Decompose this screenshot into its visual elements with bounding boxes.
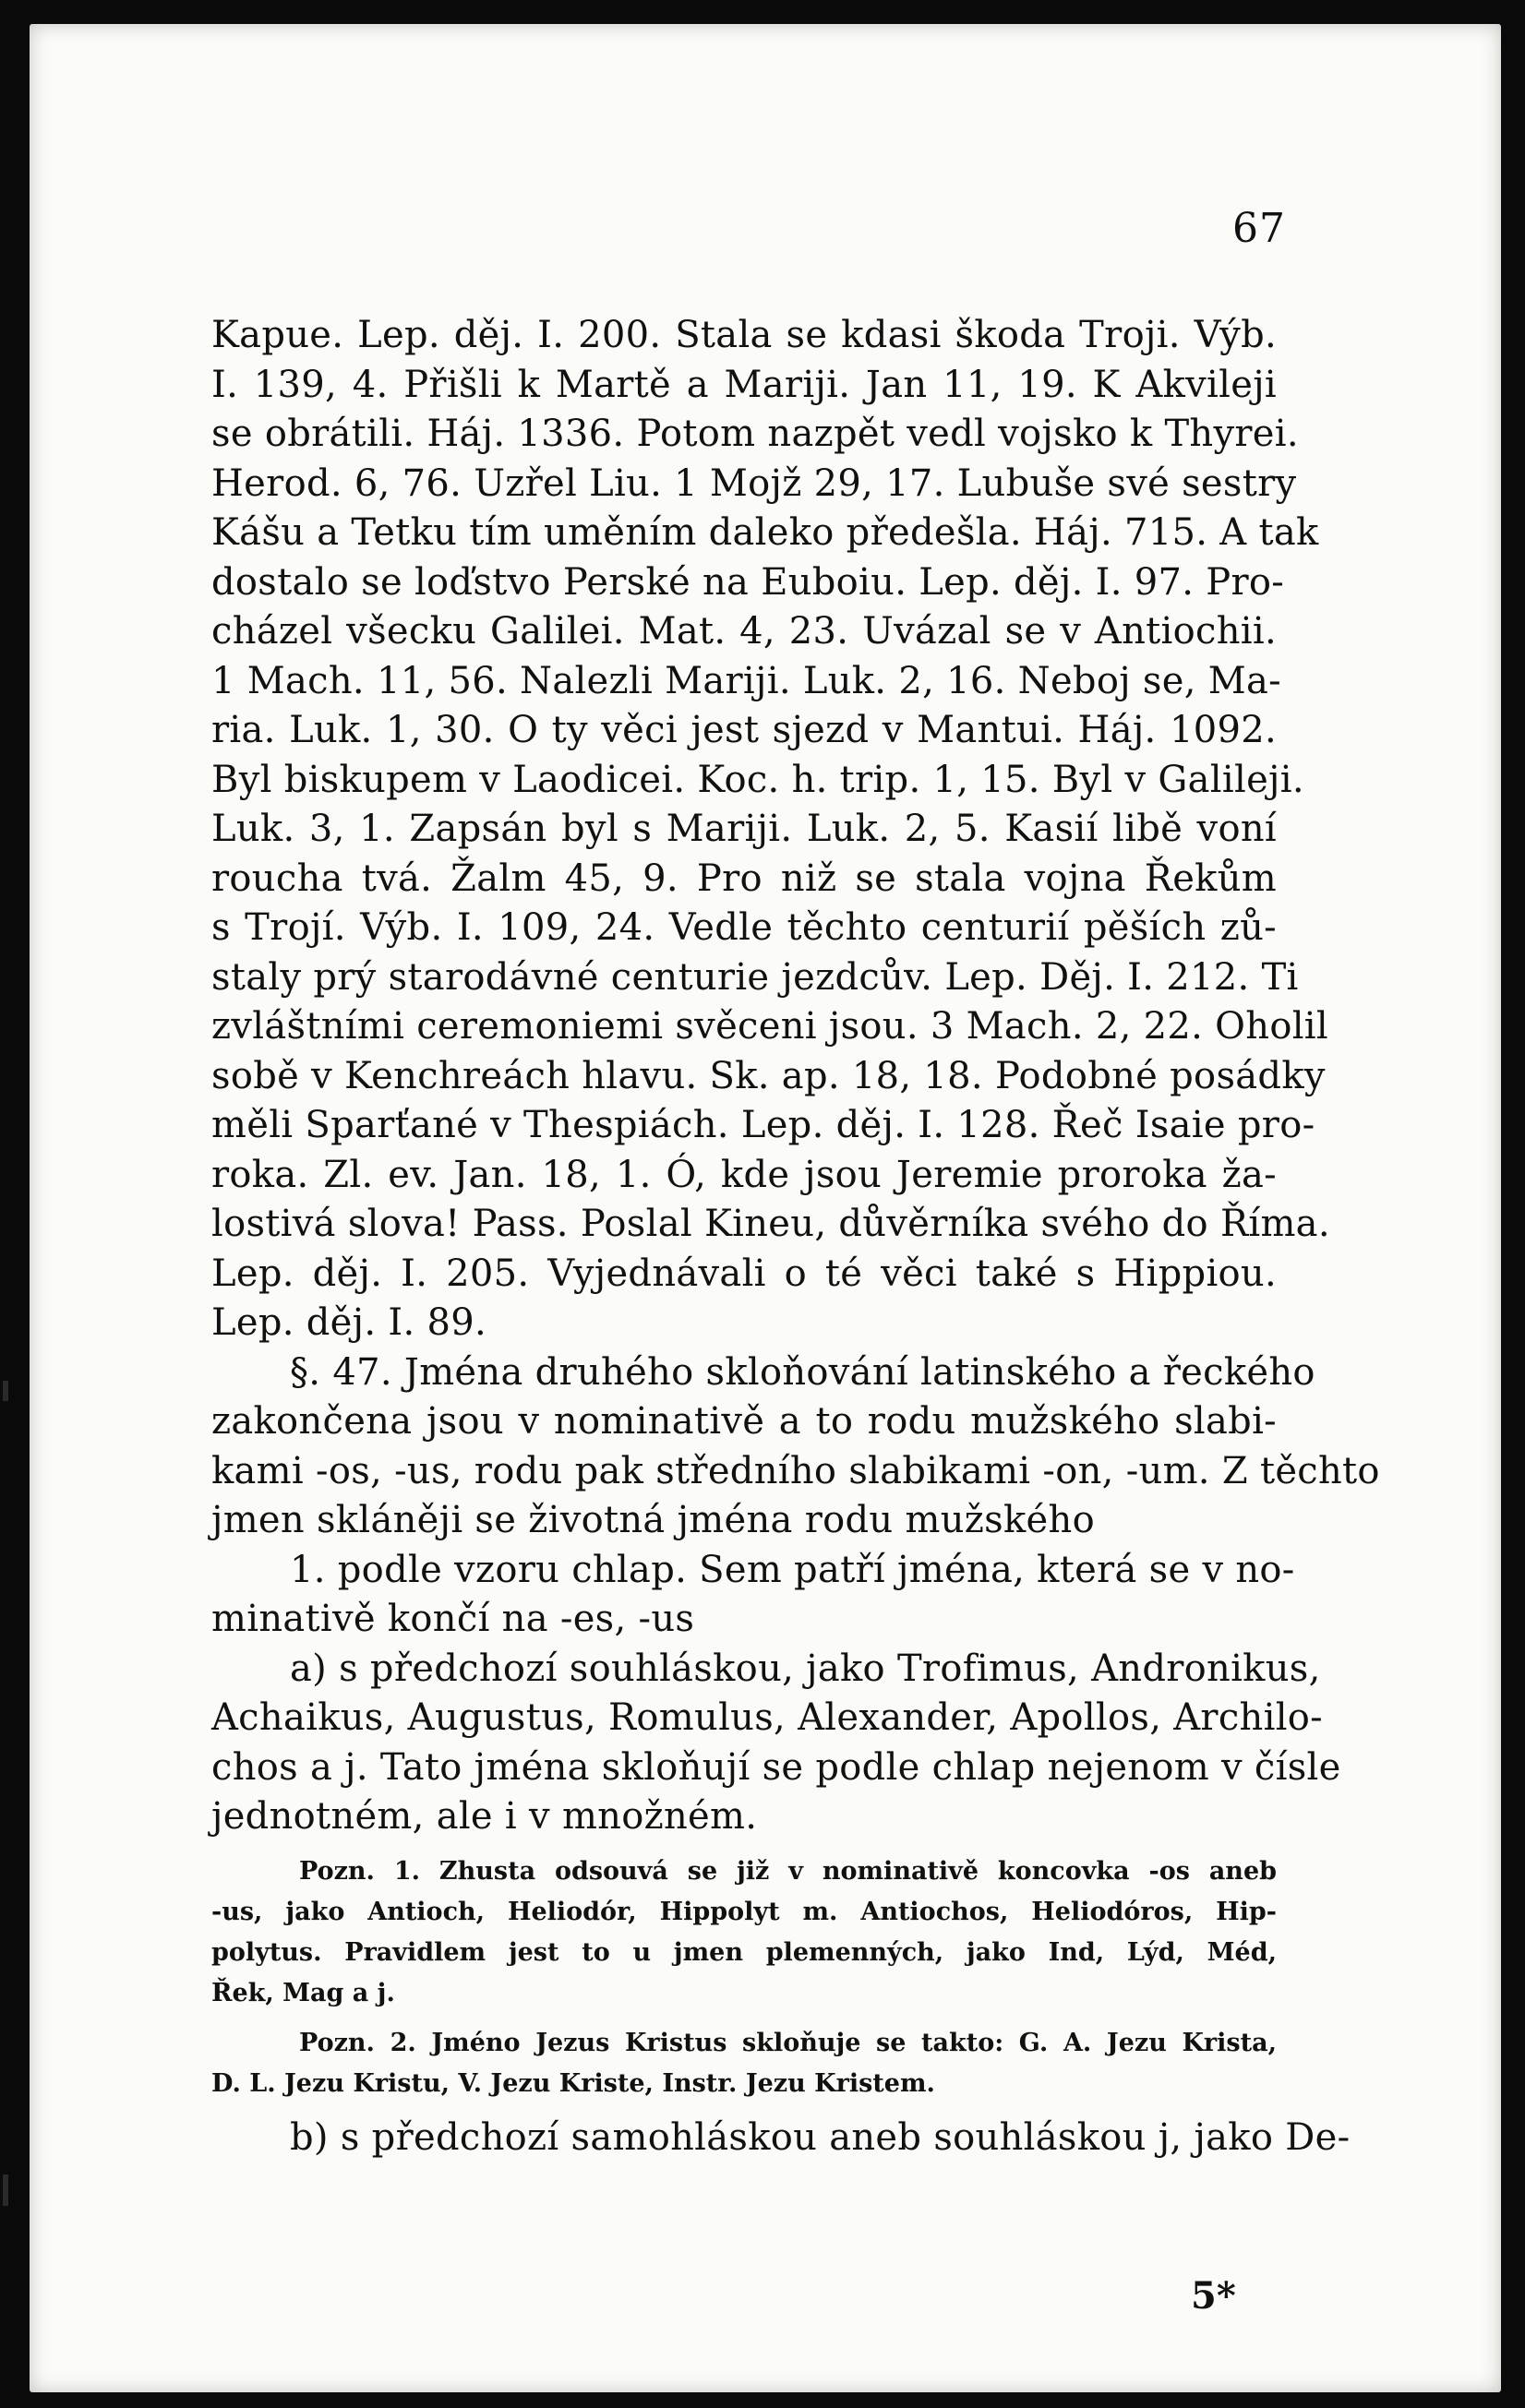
body-line: Lep. děj. I. 205. Vyjednávali o té věci také s Hippiou. (211, 1252, 1277, 1295)
footnote-2-line: D. L. Jezu Kristu, V. Jezu Kriste, Instr. Jezu Kristem. (211, 2068, 935, 2098)
section-line: zakončena jsou v nominativě a to rodu mužského slabi- (211, 1400, 1277, 1443)
body-line: Herod. 6, 76. Uzřel Liu. 1 Mojž 29, 17. Lubuše své sestry (211, 461, 1297, 505)
binding-edge-mark (3, 2174, 8, 2206)
body-line: sobě v Kenchreách hlavu. Sk. ap. 18, 18. Podobné posádky (211, 1054, 1326, 1097)
body-line: 1 Mach. 11, 56. Nalezli Mariji. Luk. 2, 16. Neboj se, Ma- (211, 659, 1281, 702)
footnote-1-line: -us, jako Antioch, Heliodór, Hippolyt m. Antiochos, Heliodóros, Hip- (211, 1897, 1277, 1926)
footnote-2-line: Pozn. 2. Jméno Jezus Kristus skloňuje se takto: G. A. Jezu Krista, (299, 2028, 1277, 2057)
body-line: Byl biskupem v Laodicei. Koc. h. trip. 1, 15. Byl v Galileji. (211, 758, 1304, 801)
footnote-1-line: Řek, Mag a j. (211, 1978, 395, 2007)
footnote-1-line: polytus. Pravidlem jest to u jmen plemenných, jako Ind, Lýd, Méd, (211, 1937, 1277, 1967)
body-line: Lep. děj. I. 89. (211, 1301, 487, 1344)
body-line: cházel všecku Galilei. Mat. 4, 23. Uvázal se v Antiochii. (211, 610, 1277, 653)
rule-a-line: chos a j. Tato jména skloňují se podle chlap nejenom v čísle (211, 1745, 1341, 1789)
body-line: Kapue. Lep. děj. I. 200. Stala se kdasi škoda Troji. Výb. (211, 314, 1277, 356)
body-line: ria. Luk. 1, 30. O ty věci jest sjezd v Mantui. Háj. 1092. (211, 709, 1277, 751)
rule-b-line: b) s předchozí samohláskou aneb souhláskou j, jako De- (290, 2115, 1351, 2159)
rule-a-line: jednotném, ale i v množném. (211, 1795, 758, 1838)
footnote-1-line: Pozn. 1. Zhusta odsouvá se již v nominativě koncovka -os aneb (299, 1856, 1277, 1886)
section-line: kami -os, -us, rodu pak středního slabikami -on, -um. Z těchto (211, 1449, 1380, 1492)
body-line: roka. Zl. ev. Jan. 18, 1. Ó, kde jsou Jeremie proroka ža- (211, 1153, 1277, 1196)
body-line: dostalo se loďstvo Perské na Euboiu. Lep. děj. I. 97. Pro- (211, 560, 1285, 604)
page-number: 67 (1232, 205, 1286, 252)
binding-edge-mark (3, 1381, 8, 1401)
section-heading-line: §. 47. Jména druhého skloňování latinského a řeckého (290, 1350, 1315, 1394)
body-line: s Trojí. Výb. I. 109, 24. Vedle těchto centurií pěších zů- (211, 906, 1277, 949)
body-line: měli Sparťané v Thespiách. Lep. děj. I. 128. Řeč Isaie pro- (211, 1104, 1315, 1146)
body-line: zvláštními ceremoniemi svěceni jsou. 3 Mach. 2, 22. Oholil (211, 1005, 1328, 1048)
body-line: se obrátili. Háj. 1336. Potom nazpět vedl vojsko k Thyrei. (211, 413, 1299, 455)
rule-a-line: Achaikus, Augustus, Romulus, Alexander, Apollos, Archilo- (211, 1696, 1323, 1739)
body-line: staly prý starodávné centurie jezdcův. Lep. Děj. I. 212. Ti (211, 955, 1299, 999)
scanned-page (30, 24, 1501, 2392)
main-text (211, 311, 1380, 2162)
rule-1-line: 1. podle vzoru chlap. Sem patří jména, která se v no- (290, 1548, 1295, 1591)
body-line: lostivá slova! Pass. Poslal Kineu, důvěrníka svého do Říma. (211, 1203, 1330, 1245)
rule-a-line: a) s předchozí souhláskou, jako Trofimus, Andronikus, (290, 1647, 1321, 1690)
body-line: Kášu a Tetku tím uměním daleko předešla. Háj. 715. A tak (211, 511, 1319, 554)
signature-mark: 5* (1191, 2274, 1236, 2318)
body-line: roucha tvá. Žalm 45, 9. Pro niž se stala vojna Řekům (211, 857, 1277, 900)
rule-1-line: minativě končí na -es, -us (211, 1598, 695, 1640)
body-line: I. 139, 4. Přišli k Martě a Mariji. Jan 11, 19. K Akvileji (211, 363, 1277, 406)
body-line: Luk. 3, 1. Zapsán byl s Mariji. Luk. 2, 5. Kasií libě voní (211, 808, 1277, 850)
section-line: jmen skláněji se životná jména rodu mužského (211, 1499, 1095, 1541)
